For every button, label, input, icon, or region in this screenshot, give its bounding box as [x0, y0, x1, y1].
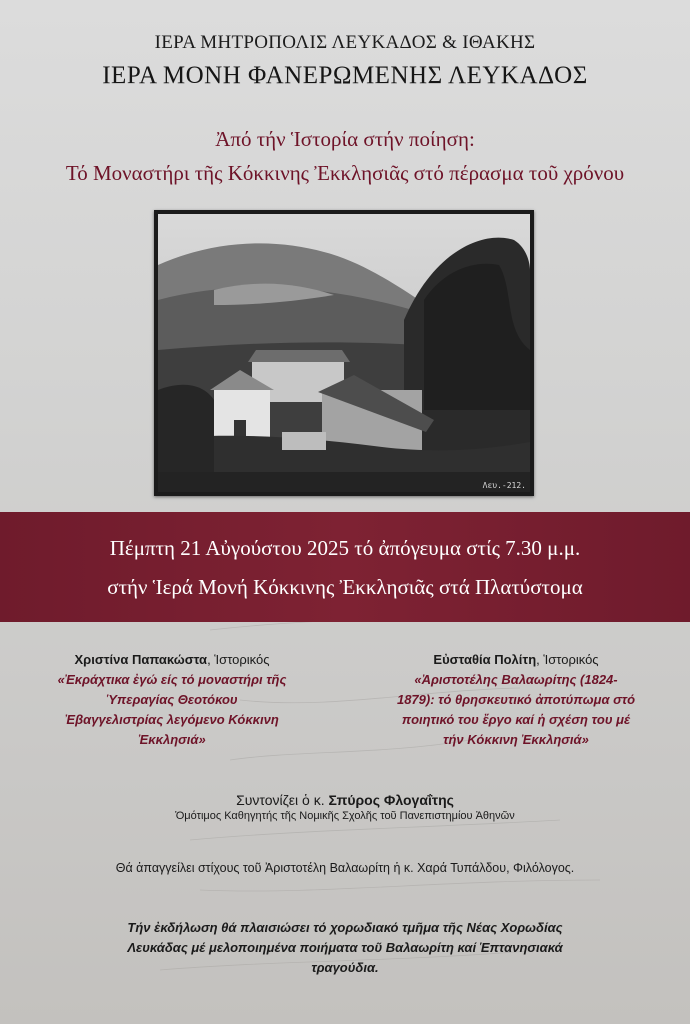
header	[0, 32, 690, 90]
event-title-line2: Τό Μοναστήρι τῆς Κόκκινης Ἐκκλησιᾶς στό πέρασμα τοῦ χρόνου	[65, 161, 625, 185]
talk-line: τήν Κόκκινη Ἐκκλησιά»	[443, 732, 589, 747]
coordinator-prefix: Συντονίζει ὁ κ.	[236, 792, 329, 808]
talk-line: Ἐκκλησιά»	[138, 732, 206, 747]
talk-line: Ὑπεραγίας Θεοτόκου	[106, 692, 238, 707]
coordinator-name: Σπύρος Φλογαΐτης	[328, 792, 454, 808]
metropolis-title: ΙΕΡΑ ΜΗΤΡΟΠΟΛΙΣ ΛΕΥΚΑΔΟΣ & ΙΘΑΚΗΣ	[154, 32, 536, 53]
monastery-title: ΙΕΡΑ ΜΟΝΗ ΦΑΝΕΡΩΜΕΝΗΣ ΛΕΥΚΑΔΟΣ	[102, 62, 588, 89]
event-date: Πέμπτη 21 Αὐγούστου 2025 τό ἀπόγευμα στίς 7.30 μ.μ.	[109, 536, 581, 560]
closing-note	[60, 918, 630, 978]
speaker-2	[366, 650, 666, 750]
talk-line: ποιητικό του ἔργο καί ἡ σχέση του μέ	[401, 712, 631, 727]
event-title	[0, 122, 690, 190]
speaker-2-talk	[366, 670, 666, 750]
coordinator	[0, 792, 690, 822]
event-title-line1: Ἀπό τήν Ἱστορία στήν ποίηση:	[215, 127, 475, 151]
speaker-1-role: , Ἱστορικός	[207, 652, 270, 667]
monastery-photo	[154, 210, 534, 496]
photo-caption: Λευ.-212.	[482, 481, 526, 490]
date-banner	[0, 512, 690, 622]
closing-line: τραγούδια.	[311, 960, 379, 975]
speaker-1-name: Χριστίνα Παπακώστα	[74, 652, 208, 667]
recitation-note: Θά ἀπαγγείλει στίχους τοῦ Ἀριστοτέλη Βαλαωρίτη ἡ κ. Χαρά Τυπάλδου, Φιλόλογος.	[115, 861, 575, 875]
speaker-1-talk	[22, 670, 322, 750]
speaker-2-name: Εὐσταθία Πολίτη	[433, 652, 537, 667]
talk-line: 1879): τό θρησκευτικό ἀποτύπωμα στό	[396, 692, 636, 707]
talk-line: «Ἐκράχτικα ἐγώ είς τό μοναστήρι τῆς	[57, 672, 287, 687]
closing-line: Λευκάδας μέ μελοποιημένα ποιήματα τοῦ Βαλαωρίτη καί Ἑπτανησιακά	[127, 940, 563, 955]
coordinator-title: Ὁμότιμος Καθηγητής τῆς Νομικῆς Σχολῆς τοῦ Πανεπιστημίου Ἀθηνῶν	[175, 810, 515, 822]
closing-line: Τήν ἐκδήλωση θά πλαισιώσει τό χορωδιακό τμῆμα τῆς Νέας Χορωδίας	[127, 920, 563, 935]
talk-line: Ἐβαγγελιστρίας λεγόμενο Κόκκινη	[65, 712, 279, 727]
event-place: στήν Ἱερά Μονή Κόκκινης Ἐκκλησιᾶς στά Πλατύστομα	[107, 575, 583, 599]
speaker-1	[22, 650, 322, 750]
talk-line: «Ἀριστοτέλης Βαλαωρίτης (1824-	[414, 672, 618, 687]
speaker-2-role: , Ἱστορικός	[536, 652, 599, 667]
